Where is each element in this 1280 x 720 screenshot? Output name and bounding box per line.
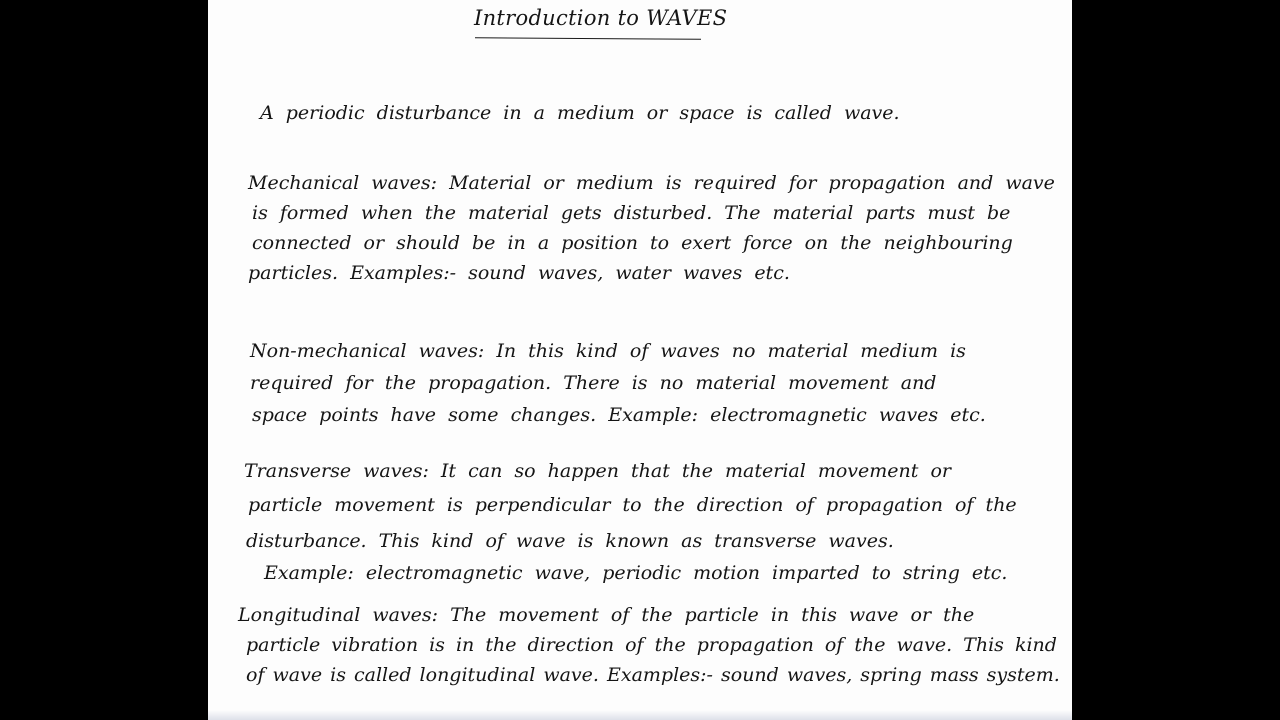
mechanical-line-2: is formed when the material gets disturbed. The material parts must be [252,202,1011,224]
notebook-page [208,0,1072,720]
title-underline [475,37,701,40]
non-mechanical-line-2: required for the propagation. There is no material movement and [250,372,937,394]
non-mechanical-line-3: space points have some changes. Example: electromagnetic waves etc. [252,404,986,426]
transverse-line-1: Transverse waves: It can so happen that the material movement or [244,460,951,482]
transverse-line-3: disturbance. This kind of wave is known as transverse waves. [246,530,894,552]
transverse-line-4: Example: electromagnetic wave, periodic motion imparted to string etc. [264,562,1008,584]
mechanical-line-4: particles. Examples:- sound waves, water waves etc. [248,262,790,284]
non-mechanical-line-1: Non-mechanical waves: In this kind of waves no material medium is [250,340,966,362]
mechanical-line-3: connected or should be in a position to exert force on the neighbouring [252,232,1013,254]
page-bottom-shadow [208,710,1072,720]
intro-definition: A periodic disturbance in a medium or space is called wave. [260,102,900,124]
transverse-line-2: particle movement is perpendicular to the direction of propagation of the [248,494,1017,516]
longitudinal-line-3: of wave is called longitudinal wave. Examples:- sound waves, spring mass system. [246,664,1060,686]
longitudinal-line-1: Longitudinal waves: The movement of the particle in this wave or the [238,604,975,626]
page-title: Introduction to WAVES [474,6,728,30]
mechanical-line-1: Mechanical waves: Material or medium is required for propagation and wave [248,172,1055,194]
longitudinal-line-2: particle vibration is in the direction of the propagation of the wave. This kind [246,634,1057,656]
